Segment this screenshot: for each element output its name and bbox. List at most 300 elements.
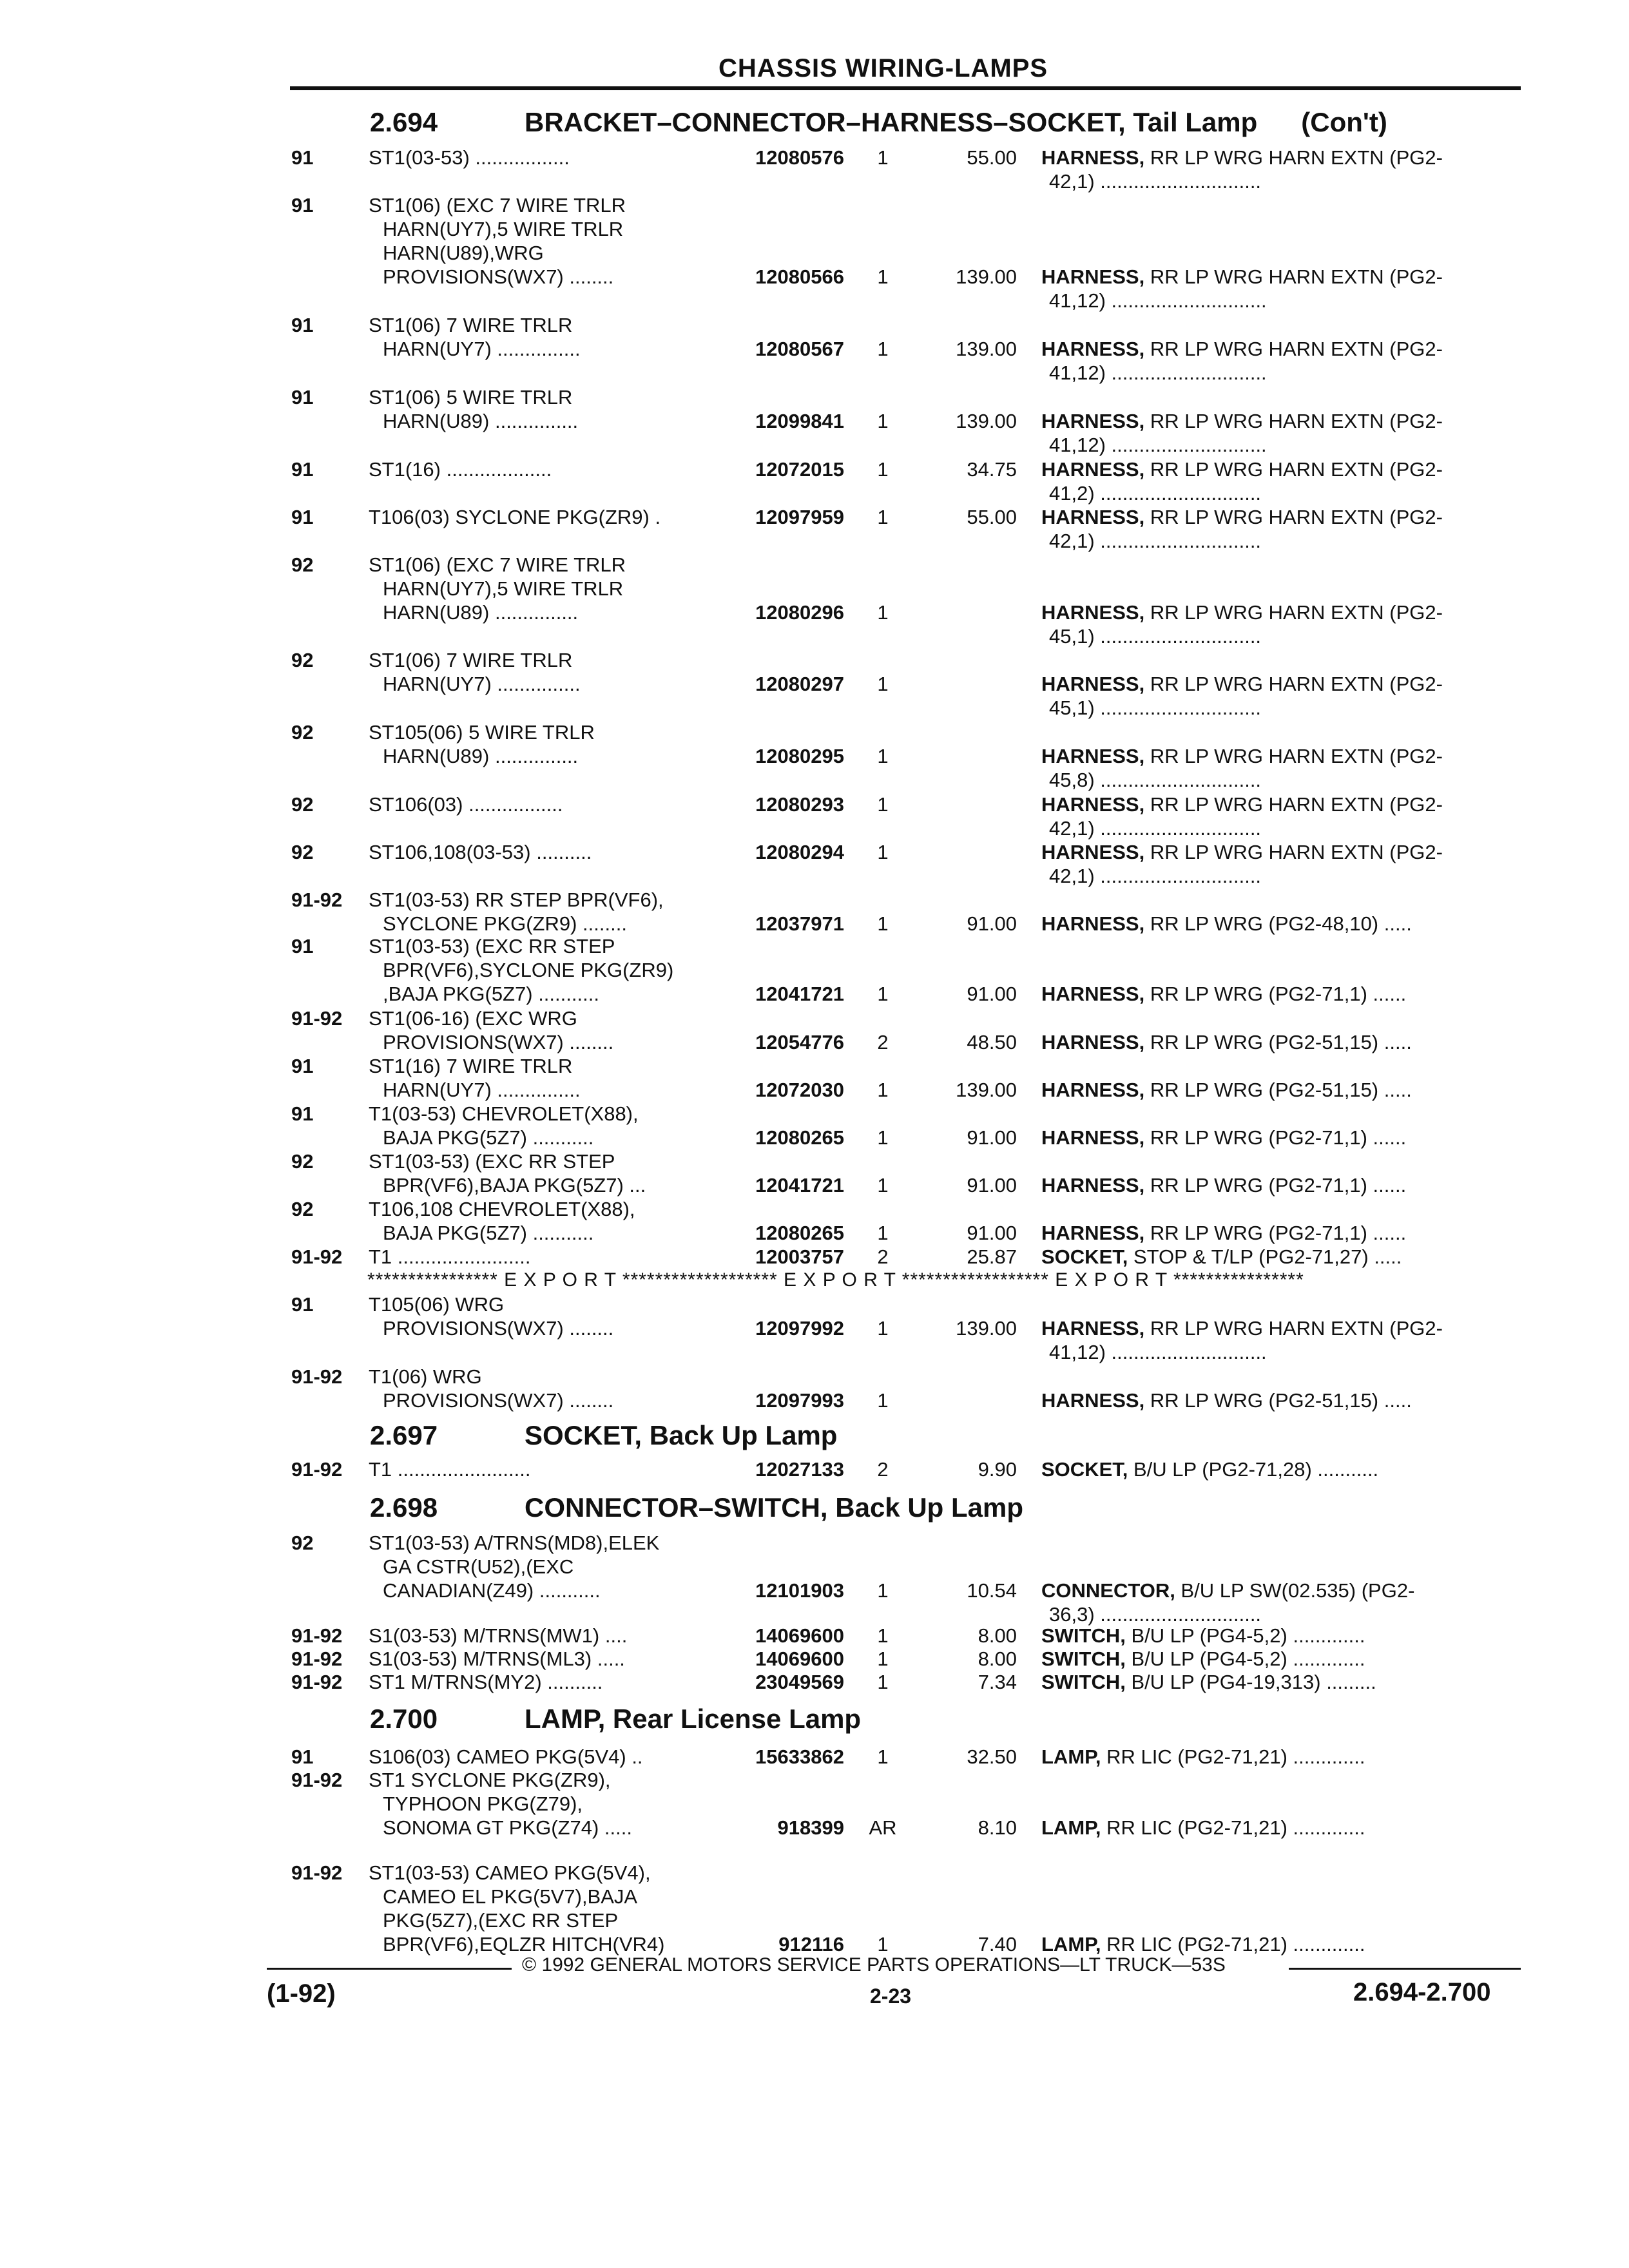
part-name-continuation: 41,12) ............................ <box>1049 289 1267 312</box>
part-name <box>1041 1030 1505 1054</box>
price: 139.00 <box>956 1317 1017 1340</box>
quantity: 1 <box>877 793 889 816</box>
part-description <box>369 1365 704 1412</box>
figure-number: 91 <box>291 935 314 957</box>
section-heading-2-700 <box>370 1704 861 1735</box>
part-name <box>1041 1579 1505 1626</box>
quantity: AR <box>869 1816 897 1839</box>
part-name-detail: RR LP WRG HARN EXTN (PG2- <box>1150 1317 1443 1340</box>
part-name-detail: RR LIC (PG2-71,21) ............. <box>1106 1933 1365 1956</box>
quantity: 1 <box>877 506 889 528</box>
quantity: 1 <box>877 458 889 481</box>
part-description <box>369 1457 704 1481</box>
part-name <box>1041 265 1505 312</box>
quantity: 1 <box>877 1745 889 1768</box>
price: 48.50 <box>967 1031 1017 1053</box>
part-name-line <box>1041 1030 1505 1054</box>
part-name-noun: HARNESS, <box>1041 673 1145 695</box>
part-name-line <box>1041 1126 1505 1149</box>
description-line: ST1(03-53) ................. <box>369 146 570 169</box>
part-name-line <box>1041 505 1505 529</box>
description-line: T106(03) SYCLONE PKG(ZR9) . <box>369 506 661 528</box>
figure-number: 91 <box>291 1055 314 1077</box>
part-description <box>369 1647 704 1671</box>
description-line: HARN(UY7) ............... <box>383 1079 581 1101</box>
part-number: 912116 <box>778 1933 844 1956</box>
description-line: HARN(U89) ............... <box>383 410 579 432</box>
part-description <box>369 1531 704 1602</box>
part-name-line <box>1041 1389 1505 1412</box>
description-line: ST1(03-53) RR STEP BPR(VF6), <box>369 889 664 911</box>
part-name-continuation: 41,2) ............................. <box>1049 482 1262 505</box>
part-name-line <box>1041 1579 1505 1602</box>
figure-number: 91-92 <box>291 1365 343 1388</box>
figure-number: 91-92 <box>291 1458 343 1481</box>
part-name-noun: HARNESS, <box>1041 841 1145 863</box>
part-description <box>369 1149 704 1197</box>
figure-number: 91-92 <box>291 1671 343 1693</box>
part-name-noun: SWITCH, <box>1041 1624 1126 1647</box>
section-subtitle: Tail Lamp <box>1133 107 1258 137</box>
part-number: 12097992 <box>755 1317 844 1340</box>
part-name-noun: LAMP, <box>1041 1745 1101 1768</box>
part-name-line <box>1041 1647 1505 1671</box>
quantity: 1 <box>877 1317 889 1340</box>
part-description <box>369 505 704 529</box>
footer-section-range: 2.694-2.700 <box>1353 1978 1491 2006</box>
part-name-detail: RR LIC (PG2-71,21) ............. <box>1106 1816 1365 1839</box>
part-name-noun: HARNESS, <box>1041 338 1145 360</box>
figure-number: 91 <box>291 1102 314 1125</box>
description-line: ST1(03-53) A/TRNS(MD8),ELEK <box>369 1532 660 1554</box>
part-name-detail: RR LP WRG HARN EXTN (PG2- <box>1150 601 1443 624</box>
quantity: 1 <box>877 601 889 624</box>
description-line: ST105(06) 5 WIRE TRLR <box>369 721 595 744</box>
price: 32.50 <box>967 1745 1017 1768</box>
part-name-line <box>1041 146 1505 169</box>
part-name-line <box>1041 1670 1505 1694</box>
part-name-line <box>1041 601 1505 624</box>
part-number: 12080297 <box>755 673 844 695</box>
part-name-continuation: 42,1) ............................. <box>1049 865 1262 887</box>
quantity: 1 <box>877 1648 889 1670</box>
part-name-line <box>1041 1245 1505 1269</box>
description-line: ST1(03-53) CAMEO PKG(5V4), <box>369 1861 651 1884</box>
quantity: 1 <box>877 983 889 1005</box>
description-line: T1 ........................ <box>369 1245 531 1268</box>
part-number: 23049569 <box>755 1671 844 1693</box>
page-title: CHASSIS WIRING-LAMPS <box>718 54 1048 82</box>
description-line: PKG(5Z7),(EXC RR STEP <box>383 1909 619 1932</box>
figure-number: 91-92 <box>291 1769 343 1791</box>
part-name-detail: RR LP WRG (PG2-51,15) ..... <box>1150 1389 1412 1412</box>
part-name-noun: HARNESS, <box>1041 1174 1145 1196</box>
description-line: S1(03-53) M/TRNS(ML3) ..... <box>369 1648 625 1670</box>
part-description <box>369 146 704 169</box>
description-line: HARN(UY7),5 WIRE TRLR <box>383 218 624 240</box>
description-line: ST1(06) 7 WIRE TRLR <box>369 314 573 336</box>
price: 7.34 <box>978 1671 1017 1693</box>
description-line: ST106,108(03-53) .......... <box>369 841 592 863</box>
figure-number: 92 <box>291 721 314 744</box>
figure-number: 91 <box>291 146 314 169</box>
part-name <box>1041 912 1505 936</box>
part-name-continuation: 45,1) ............................. <box>1049 625 1262 648</box>
figure-number: 92 <box>291 1150 314 1173</box>
part-name-detail: RR LP WRG HARN EXTN (PG2- <box>1150 793 1443 816</box>
part-description <box>369 934 704 1006</box>
description-line: PROVISIONS(WX7) ........ <box>383 1031 614 1053</box>
figure-number: 91 <box>291 458 314 481</box>
quantity: 2 <box>877 1031 889 1053</box>
part-name-detail: B/U LP (PG2-71,28) ........... <box>1133 1458 1379 1481</box>
description-line: PROVISIONS(WX7) ........ <box>383 1317 614 1340</box>
part-name-detail: RR LP WRG HARN EXTN (PG2- <box>1150 458 1443 481</box>
part-name-continuation: 45,1) ............................. <box>1049 697 1262 719</box>
section-number: 2.697 <box>370 1420 438 1450</box>
part-number: 12080294 <box>755 841 844 863</box>
description-line: S1(03-53) M/TRNS(MW1) .... <box>369 1624 628 1647</box>
part-description <box>369 553 704 624</box>
part-name-line <box>1041 1221 1505 1245</box>
part-name-noun: HARNESS, <box>1041 983 1145 1005</box>
part-number: 12072015 <box>755 458 844 481</box>
quantity: 2 <box>877 1458 889 1481</box>
price: 8.00 <box>978 1648 1017 1670</box>
section-subtitle: Rear License Lamp <box>612 1704 862 1734</box>
part-name <box>1041 793 1505 840</box>
section-title: BRACKET–CONNECTOR–HARNESS–SOCKET, <box>525 107 1126 137</box>
part-name-line <box>1041 409 1505 433</box>
part-name-continuation: 41,12) ............................ <box>1049 1341 1267 1363</box>
section-heading-2-697 <box>370 1420 837 1451</box>
part-name-detail: RR LP WRG (PG2-71,1) ...... <box>1150 1222 1407 1244</box>
quantity: 1 <box>877 146 889 169</box>
part-name-continuation: 45,8) ............................. <box>1049 769 1262 791</box>
part-description <box>369 1624 704 1648</box>
part-name-detail: RR LP WRG (PG2-51,15) ..... <box>1150 1079 1412 1101</box>
description-line: ST1 SYCLONE PKG(ZR9), <box>369 1769 611 1791</box>
part-number: 12101903 <box>755 1579 844 1602</box>
figure-number: 92 <box>291 553 314 576</box>
part-name <box>1041 1245 1505 1269</box>
price: 91.00 <box>967 983 1017 1005</box>
part-name-line <box>1041 457 1505 481</box>
part-name-detail: RR LP WRG HARN EXTN (PG2- <box>1150 745 1443 767</box>
part-name <box>1041 601 1505 648</box>
part-name-noun: HARNESS, <box>1041 265 1145 288</box>
part-name-noun: HARNESS, <box>1041 1389 1145 1412</box>
part-name-line <box>1041 982 1505 1006</box>
part-name <box>1041 1221 1505 1245</box>
part-name-detail: B/U LP SW(02.535) (PG2- <box>1181 1579 1415 1602</box>
part-number: 12037971 <box>755 912 844 935</box>
part-name-noun: LAMP, <box>1041 1816 1101 1839</box>
part-name-detail: RR LP WRG (PG2-71,1) ...... <box>1150 1126 1407 1149</box>
quantity: 1 <box>877 1222 889 1244</box>
figure-number: 91 <box>291 314 314 336</box>
part-number: 12080566 <box>755 265 844 288</box>
figure-number: 92 <box>291 793 314 816</box>
section-title: LAMP, <box>525 1704 606 1734</box>
part-name-noun: HARNESS, <box>1041 1317 1145 1340</box>
part-name-noun: HARNESS, <box>1041 793 1145 816</box>
part-description <box>369 1861 704 1956</box>
part-name-line <box>1041 1457 1505 1481</box>
price: 55.00 <box>967 506 1017 528</box>
part-name <box>1041 457 1505 505</box>
part-name-detail: RR LP WRG HARN EXTN (PG2- <box>1150 673 1443 695</box>
figure-number: 92 <box>291 841 314 863</box>
part-name-noun: SWITCH, <box>1041 1648 1126 1670</box>
part-number: 12003757 <box>755 1245 844 1268</box>
part-name-detail: RR LP WRG (PG2-51,15) ..... <box>1150 1031 1412 1053</box>
price: 91.00 <box>967 1222 1017 1244</box>
part-name-detail: RR LP WRG HARN EXTN (PG2- <box>1150 146 1443 169</box>
description-line: ST106(03) ................. <box>369 793 563 816</box>
export-separator: **************** E X P O R T ******************* E X P O R T ****************** E X P O R T **************** <box>367 1269 1304 1291</box>
page-number: 2-23 <box>870 1984 912 2008</box>
part-name-line <box>1041 1932 1505 1956</box>
part-name-detail: RR LP WRG HARN EXTN (PG2- <box>1150 410 1443 432</box>
description-line: HARN(U89) ............... <box>383 745 579 767</box>
price: 8.10 <box>978 1816 1017 1839</box>
figure-number: 91-92 <box>291 1624 343 1647</box>
part-description <box>369 840 704 864</box>
section-number: 2.700 <box>370 1704 438 1734</box>
section-subtitle: Back Up Lamp <box>835 1492 1023 1523</box>
description-line: T1(06) WRG <box>369 1365 482 1388</box>
footer-date: (1-92) <box>267 1979 336 2008</box>
description-line: T1 ........................ <box>369 1458 531 1481</box>
description-line: ST1(06) (EXC 7 WIRE TRLR <box>369 553 626 576</box>
description-line: CAMEO EL PKG(5V7),BAJA <box>383 1885 638 1908</box>
description-line: ST1(06) 7 WIRE TRLR <box>369 649 573 671</box>
description-line: ST1(06-16) (EXC WRG <box>369 1007 577 1030</box>
part-description <box>369 793 704 816</box>
part-name-detail: RR LP WRG HARN EXTN (PG2- <box>1150 841 1443 863</box>
figure-number: 92 <box>291 1198 314 1220</box>
figure-number: 91 <box>291 506 314 528</box>
quantity: 1 <box>877 673 889 695</box>
part-name-detail: B/U LP (PG4-5,2) ............. <box>1131 1624 1365 1647</box>
description-line: T106,108 CHEVROLET(X88), <box>369 1198 635 1220</box>
part-description <box>369 1670 704 1694</box>
description-line: CANADIAN(Z49) ........... <box>383 1579 601 1602</box>
quantity: 1 <box>877 745 889 767</box>
part-name-line <box>1041 1816 1505 1840</box>
figure-number: 91-92 <box>291 1245 343 1268</box>
description-line: ST1(06) (EXC 7 WIRE TRLR <box>369 194 626 216</box>
part-name <box>1041 1647 1505 1671</box>
part-name-noun: HARNESS, <box>1041 506 1145 528</box>
part-name <box>1041 1316 1505 1364</box>
part-name-detail: RR LP WRG HARN EXTN (PG2- <box>1150 506 1443 528</box>
price: 91.00 <box>967 1174 1017 1196</box>
part-name <box>1041 840 1505 888</box>
part-description <box>369 193 704 289</box>
part-name-noun: CONNECTOR, <box>1041 1579 1175 1602</box>
part-name <box>1041 1670 1505 1694</box>
price: 139.00 <box>956 410 1017 432</box>
continued-label: (Con't) <box>1301 107 1387 137</box>
quantity: 1 <box>877 1579 889 1602</box>
part-description <box>369 457 704 481</box>
quantity: 2 <box>877 1245 889 1268</box>
description-line: HARN(UY7),5 WIRE TRLR <box>383 577 624 600</box>
quantity: 1 <box>877 1933 889 1956</box>
part-name-noun: SOCKET, <box>1041 1245 1128 1268</box>
part-name-line <box>1041 793 1505 816</box>
part-number: 12080265 <box>755 1222 844 1244</box>
part-name <box>1041 1457 1505 1481</box>
part-name-noun: HARNESS, <box>1041 1031 1145 1053</box>
price: 139.00 <box>956 1079 1017 1101</box>
part-name <box>1041 1389 1505 1412</box>
part-name-line <box>1041 912 1505 936</box>
price: 7.40 <box>978 1933 1017 1956</box>
footer-rule-left <box>267 1968 512 1970</box>
price: 9.90 <box>978 1458 1017 1481</box>
part-name <box>1041 982 1505 1006</box>
section-heading-2-698 <box>370 1492 1023 1523</box>
part-name <box>1041 1078 1505 1102</box>
part-number: 12080295 <box>755 745 844 767</box>
figure-number: 91 <box>291 1745 314 1768</box>
part-name <box>1041 1126 1505 1149</box>
part-name <box>1041 1173 1505 1197</box>
part-description <box>369 1245 704 1269</box>
description-line: SYCLONE PKG(ZR9) ........ <box>383 912 627 935</box>
price: 25.87 <box>967 1245 1017 1268</box>
part-number: 12080296 <box>755 601 844 624</box>
part-name-continuation: 36,3) ............................. <box>1049 1603 1262 1626</box>
part-number: 12080265 <box>755 1126 844 1149</box>
part-description <box>369 720 704 768</box>
part-name-detail: RR LP WRG (PG2-71,1) ...... <box>1150 983 1407 1005</box>
part-name-noun: HARNESS, <box>1041 410 1145 432</box>
part-number: 14069600 <box>755 1624 844 1647</box>
figure-number: 91 <box>291 386 314 408</box>
part-description <box>369 1768 704 1840</box>
part-name <box>1041 1816 1505 1840</box>
figure-number: 92 <box>291 1532 314 1554</box>
part-name-continuation: 41,12) ............................ <box>1049 434 1267 456</box>
part-name-noun: HARNESS, <box>1041 1079 1145 1101</box>
quantity: 1 <box>877 1671 889 1693</box>
quantity: 1 <box>877 338 889 360</box>
quantity: 1 <box>877 1079 889 1101</box>
figure-number: 91-92 <box>291 1007 343 1030</box>
part-name <box>1041 1624 1505 1648</box>
description-line: T1(03-53) CHEVROLET(X88), <box>369 1102 639 1125</box>
figure-number: 91-92 <box>291 889 343 911</box>
part-number: 12054776 <box>755 1031 844 1053</box>
part-name-line <box>1041 1316 1505 1340</box>
section-subtitle: Back Up Lamp <box>649 1420 838 1450</box>
part-name-detail: B/U LP (PG4-5,2) ............. <box>1131 1648 1365 1670</box>
part-name <box>1041 146 1505 193</box>
figure-number: 91 <box>291 1293 314 1316</box>
section-number: 2.694 <box>370 107 438 137</box>
part-description <box>369 385 704 433</box>
part-name-noun: SOCKET, <box>1041 1458 1128 1481</box>
part-number: 14069600 <box>755 1648 844 1670</box>
description-line: ST1(16) 7 WIRE TRLR <box>369 1055 573 1077</box>
quantity: 1 <box>877 265 889 288</box>
part-name-noun: HARNESS, <box>1041 1222 1145 1244</box>
part-name-line <box>1041 840 1505 864</box>
part-name-line <box>1041 337 1505 361</box>
part-name-detail: RR LP WRG HARN EXTN (PG2- <box>1150 338 1443 360</box>
part-name-noun: HARNESS, <box>1041 146 1145 169</box>
header-rule <box>290 86 1521 90</box>
part-name <box>1041 1932 1505 1956</box>
description-line: ST1(16) ................... <box>369 458 552 481</box>
description-line: HARN(UY7) ............... <box>383 338 581 360</box>
part-name-line <box>1041 1173 1505 1197</box>
part-name-detail: B/U LP (PG4-19,313) ......... <box>1131 1671 1376 1693</box>
description-line: BAJA PKG(5Z7) ........... <box>383 1126 594 1149</box>
quantity: 1 <box>877 1126 889 1149</box>
part-description <box>369 313 704 361</box>
price: 10.54 <box>967 1579 1017 1602</box>
part-number: 12041721 <box>755 983 844 1005</box>
part-name-continuation: 42,1) ............................. <box>1049 530 1262 552</box>
description-line: PROVISIONS(WX7) ........ <box>383 1389 614 1412</box>
part-name-line <box>1041 672 1505 696</box>
description-line: BPR(VF6),EQLZR HITCH(VR4) <box>383 1933 665 1956</box>
figure-number: 91-92 <box>291 1648 343 1670</box>
price: 55.00 <box>967 146 1017 169</box>
part-description <box>369 1197 704 1245</box>
price: 139.00 <box>956 265 1017 288</box>
description-line: ,BAJA PKG(5Z7) ........... <box>383 983 599 1005</box>
description-line: BPR(VF6),SYCLONE PKG(ZR9) <box>383 959 674 981</box>
quantity: 1 <box>877 410 889 432</box>
description-line: S106(03) CAMEO PKG(5V4) .. <box>369 1745 643 1768</box>
part-number: 12027133 <box>755 1458 844 1481</box>
part-name <box>1041 672 1505 720</box>
part-number: 12097959 <box>755 506 844 528</box>
part-name-line <box>1041 1624 1505 1648</box>
part-name-line <box>1041 744 1505 768</box>
description-line: BPR(VF6),BAJA PKG(5Z7) ... <box>383 1174 646 1196</box>
part-description <box>369 1293 704 1340</box>
part-name <box>1041 505 1505 553</box>
description-line: BAJA PKG(5Z7) ........... <box>383 1222 594 1244</box>
part-description <box>369 1745 704 1769</box>
part-name-continuation: 42,1) ............................. <box>1049 817 1262 840</box>
part-number: 918399 <box>777 1816 844 1839</box>
description-line: T105(06) WRG <box>369 1293 505 1316</box>
section-heading-2-694 <box>370 107 1387 138</box>
section-number: 2.698 <box>370 1492 438 1523</box>
part-name-noun: HARNESS, <box>1041 458 1145 481</box>
footer-copyright: © 1992 GENERAL MOTORS SERVICE PARTS OPERATIONS—LT TRUCK—53S <box>522 1954 1226 1975</box>
part-number: 12080567 <box>755 338 844 360</box>
part-name-noun: HARNESS, <box>1041 601 1145 624</box>
part-name-noun: SWITCH, <box>1041 1671 1126 1693</box>
section-title: CONNECTOR–SWITCH, <box>525 1492 828 1523</box>
part-number: 12072030 <box>755 1079 844 1101</box>
part-description <box>369 1054 704 1102</box>
part-name <box>1041 337 1505 385</box>
part-name <box>1041 409 1505 457</box>
figure-number: 92 <box>291 649 314 671</box>
quantity: 1 <box>877 912 889 935</box>
quantity: 1 <box>877 1174 889 1196</box>
